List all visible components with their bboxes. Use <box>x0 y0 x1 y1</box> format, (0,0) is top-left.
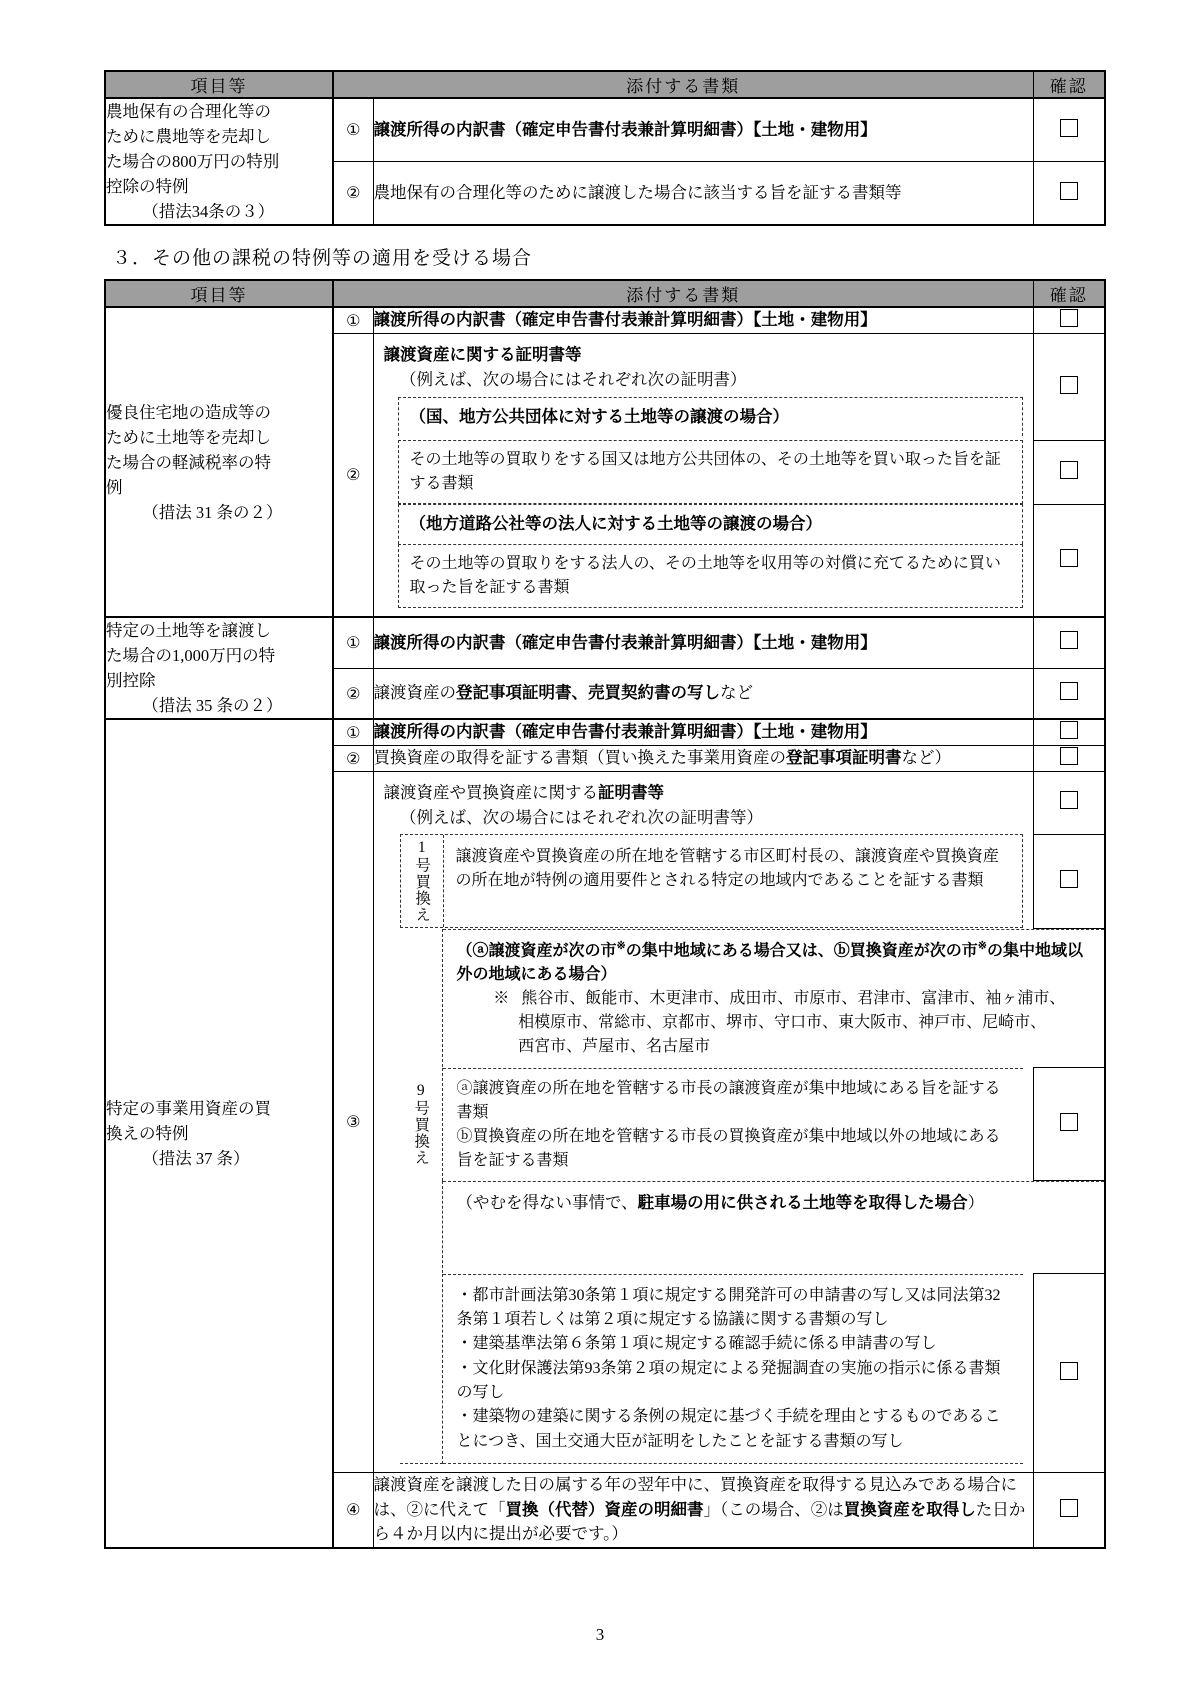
item-title-line1: 農地保有の合理化等の <box>106 102 271 121</box>
nested-bullets <box>443 1274 1023 1464</box>
bullet-item-3: ・文化財保護法第93条第２項の規定による発掘調査の実施の指示に係る書類の写し <box>456 1359 1001 1402</box>
item-title-cell-jigyoyo <box>105 719 333 1548</box>
document-text <box>373 668 1033 719</box>
table-row <box>105 617 1105 668</box>
checkbox[interactable] <box>1060 721 1078 739</box>
checkbox-cell[interactable] <box>1033 834 1105 928</box>
item-title-line3: た場合の800万円の特別 <box>106 152 280 172</box>
lead-sub: （例えば、次の場合にはそれぞれ次の証明書） <box>400 369 747 389</box>
checkbox-cell[interactable] <box>1033 771 1105 834</box>
text-bold: 登記事項証明書 <box>786 748 902 768</box>
nested-9go-row <box>400 1068 1023 1181</box>
document-lead <box>374 334 1033 397</box>
nested-1go-text: 譲渡資産や買換資産の所在地を管轄する市区町村長の、譲渡資産や買換資産の所在地が特例の適用要件とされる特定の地域内であることを証する書類 <box>455 848 999 890</box>
header-item: 項目等 <box>105 71 333 98</box>
row4-line3: た日から４か月以内に提出が必要です。） <box>373 1499 1026 1544</box>
document-lead-cell <box>373 771 1033 834</box>
row-number: ② <box>333 334 373 618</box>
checkbox-cell[interactable] <box>1033 334 1105 441</box>
nested-case-1: （国、地方公共団体に対する土地等の譲渡の場合） <box>398 397 1023 437</box>
vertical-label-1go: 1号買換え <box>413 839 431 924</box>
nested-box-cell <box>373 397 1033 441</box>
checkbox[interactable] <box>1060 182 1078 200</box>
checkbox-cell[interactable] <box>1033 504 1105 617</box>
vertical-label-9go-col <box>400 1274 443 1464</box>
bullet-item-2: ・建築基準法第６条第１項に規定する確認手続に係る申請書の写し <box>456 1335 937 1353</box>
item-title-line1: 特定の事業用資産の買 <box>106 1099 271 1119</box>
table-row <box>105 98 1105 162</box>
table-header-row <box>105 280 1105 307</box>
lead-pre: 譲渡資産や買換資産に関する <box>383 782 598 802</box>
city-note <box>457 987 1093 1059</box>
row4-line1: 譲渡資産を譲渡した日の属する年の翌年中に、買換資産を取得する見込みである場合 <box>373 1474 1001 1494</box>
checkbox[interactable] <box>1060 461 1078 479</box>
header-check: 確認 <box>1033 280 1105 307</box>
item-title-line3: た場合の軽減税率の特 <box>106 452 271 472</box>
nested-9go-docs <box>443 1068 1023 1181</box>
table-row <box>105 719 1105 745</box>
parking-bold: 駐車場の用に供される土地等を取得した場合 <box>637 1193 968 1213</box>
nested-parking-heading <box>443 1181 1105 1273</box>
vertical-label-9go: 9号買換え <box>412 1082 430 1167</box>
nested-9go-row <box>400 929 1105 1067</box>
item-title-line1: 優良住宅地の造成等の <box>106 402 271 422</box>
item-title-line5: （措法 31 条の２） <box>142 502 283 522</box>
bullet-item-4: ・建築物の建築に関する条例の規定に基づく手続を理由とするものであることにつき、国土交通大臣が証明をしたことを証する書類の写し <box>456 1408 1001 1450</box>
row4-bold-2: 買換資産を取得し <box>843 1499 976 1519</box>
case-post: の集中地域以外の地域にある場合） <box>456 942 1083 984</box>
row-number: ② <box>333 746 373 772</box>
document-text: 農地保有の合理化等のために譲渡した場合に該当する旨を証する書類等 <box>373 162 1033 226</box>
item-title-cell-tokutei-tochi <box>105 617 333 719</box>
case-b-mid: の集中地域にある場合又は、ⓑ買換資産が次の市 <box>625 942 978 960</box>
row-number: ② <box>333 162 373 226</box>
bullet-item-1: ・都市計画法第30条第１項に規定する開発許可の申請書の写し又は同法第32条第１項若しくは第２項に規定する協議に関する書類の写し <box>456 1286 1001 1329</box>
nested-1go-box <box>400 834 1023 928</box>
row-number: ① <box>333 307 373 333</box>
document-lead-cell <box>373 334 1033 397</box>
attachment-table-agricultural <box>104 70 1106 226</box>
header-item: 項目等 <box>105 280 333 307</box>
nested-9go-head-cell <box>373 928 1105 1067</box>
row-number: ① <box>333 719 373 745</box>
document-text-4 <box>373 1472 1033 1548</box>
checkbox[interactable] <box>1060 376 1078 394</box>
item-title-line4: （措法 35 条の２） <box>142 696 283 716</box>
nested-1go-row <box>401 835 1022 927</box>
city-list-line2: 相模原市、常総市、京都市、堺市、守口市、東大阪市、神戸市、尼崎市、 <box>518 1014 1047 1032</box>
item-title-line1: 特定の土地等を譲渡し <box>106 621 271 641</box>
nested-1go-cell <box>373 834 1033 928</box>
item-title-line2: ために土地等を売却し <box>106 427 271 447</box>
nested-parking-head-cell <box>373 1181 1105 1274</box>
item-title-cell <box>105 98 333 225</box>
row4-mid: 」（この場合、②は <box>703 1499 844 1519</box>
item-title-line4: 例 <box>106 477 123 497</box>
header-documents: 添付する書類 <box>333 280 1033 307</box>
checkbox[interactable] <box>1060 682 1078 700</box>
vertical-label-9go-col <box>400 1068 443 1181</box>
doc-case-a: ⓐ譲渡資産の所在地を管轄する市長の譲渡資産が集中地域にある旨を証する書類 <box>456 1079 1001 1121</box>
section-heading-3: ３．その他の課税の特例等の適用を受ける場合 <box>112 248 533 270</box>
checkbox[interactable] <box>1060 119 1078 137</box>
header-documents: 添付する書類 <box>333 71 1033 98</box>
header-check: 確認 <box>1033 71 1105 98</box>
nested-9go-row <box>400 1181 1105 1273</box>
document-text: 譲渡所得の内訳書（確定申告書付表兼計算明細書）【土地・建物用】 <box>373 98 1033 162</box>
doc-case-b: ⓑ買換資産の所在地を管轄する市長の買換資産が集中地域以外の地域にある旨を証する書類 <box>456 1127 1001 1169</box>
row-number: ④ <box>333 1472 373 1548</box>
nested-box-cell <box>373 440 1033 504</box>
city-note-mark: ※ <box>493 990 510 1008</box>
row-number: ③ <box>333 771 373 1472</box>
document-text: 譲渡所得の内訳書（確定申告書付表兼計算明細書）【土地・建物用】 <box>373 307 1033 333</box>
table-row <box>105 307 1105 333</box>
checkbox[interactable] <box>1060 1362 1078 1380</box>
city-list-line1: 熊谷市、飯能市、木更津市、成田市、市原市、君津市、富津市、袖ヶ浦市、 <box>521 990 1066 1008</box>
document-lead <box>374 772 1033 835</box>
checkbox-cell[interactable] <box>1033 307 1105 333</box>
checkbox-cell[interactable] <box>1033 162 1105 226</box>
attachment-table-other-special <box>104 279 1106 1549</box>
checkbox-cell[interactable] <box>1033 719 1105 745</box>
nested-box-cell <box>373 504 1033 617</box>
checkbox-cell[interactable] <box>1033 617 1105 668</box>
case-a-pre: （ⓐ譲渡資産が次の市 <box>456 942 617 960</box>
item-title-line3: （措法 37 条） <box>142 1149 250 1169</box>
row4-bold-1: 買換（代替）資産の明細書 <box>505 1499 704 1519</box>
vertical-label-9go-col <box>400 1181 443 1273</box>
nested-bullets-cell <box>373 1274 1033 1473</box>
checkbox[interactable] <box>1060 1499 1078 1517</box>
checkbox[interactable] <box>1060 631 1078 649</box>
checkbox[interactable] <box>1060 870 1078 888</box>
nested-9go-row <box>400 1274 1023 1464</box>
checkbox[interactable] <box>1060 791 1078 809</box>
text-post: など） <box>901 748 951 768</box>
vertical-label-9go-col <box>400 929 443 1067</box>
checkbox-cell[interactable] <box>1033 668 1105 719</box>
lead-bold: 譲渡資産に関する証明書等 <box>383 345 582 365</box>
checkbox-cell[interactable] <box>1033 1068 1105 1181</box>
text-pre: 譲渡資産の <box>373 683 456 703</box>
item-title-cell-yuryo <box>105 307 333 617</box>
nested-doc-2: その土地等の買取りをする法人の、その土地等を収用等の対償に充てるために買い取った旨を証する書類 <box>398 544 1023 608</box>
ref-mark-1: ※ <box>616 939 626 952</box>
checkbox-cell[interactable] <box>1033 98 1105 162</box>
text-post: など <box>720 683 753 703</box>
row-number: ② <box>333 668 373 719</box>
table-header-row <box>105 71 1105 98</box>
item-title-line2: ために農地等を売却し <box>106 127 271 147</box>
nested-9go-heading <box>443 929 1105 1067</box>
checkbox[interactable] <box>1060 309 1078 327</box>
checkbox-cell[interactable] <box>1033 1274 1105 1473</box>
page-number: 3 <box>595 1625 605 1644</box>
parking-pre: （やむを得ない事情で、 <box>456 1193 638 1213</box>
checkbox-cell[interactable] <box>1033 440 1105 504</box>
row-number: ① <box>333 617 373 668</box>
document-text <box>373 746 1033 772</box>
lead-sub: （例えば、次の場合にはそれぞれ次の証明書等） <box>400 807 763 827</box>
lead-bold: 証明書等 <box>598 782 664 802</box>
vertical-label-1go-col <box>401 835 444 927</box>
checkbox-cell[interactable] <box>1033 1472 1105 1548</box>
item-title-line2: た場合の1,000万円の特 <box>106 646 276 666</box>
item-title-line2: 換えの特例 <box>106 1124 189 1144</box>
nested-case-2: （地方道路公社等の法人に対する土地等の譲渡の場合） <box>398 504 1023 544</box>
nested-9go-docs-cell <box>373 1068 1033 1181</box>
row4-pre: には、②に代えて「 <box>373 1474 1017 1519</box>
checkbox[interactable] <box>1060 549 1078 567</box>
item-title-line3: 別控除 <box>106 671 156 691</box>
ref-mark-2: ※ <box>977 939 987 952</box>
checkbox[interactable] <box>1060 747 1078 765</box>
checkbox-cell[interactable] <box>1033 746 1105 772</box>
item-title-line4: 控除の特例 <box>106 177 189 197</box>
checkbox[interactable] <box>1060 1113 1078 1131</box>
document-text: 譲渡所得の内訳書（確定申告書付表兼計算明細書）【土地・建物用】 <box>373 719 1033 745</box>
document-text: 譲渡所得の内訳書（確定申告書付表兼計算明細書）【土地・建物用】 <box>373 617 1033 668</box>
parking-post: ） <box>967 1193 985 1213</box>
city-list-line3: 西宮市、芦屋市、名古屋市 <box>518 1038 711 1056</box>
nested-doc-1: その土地等の買取りをする国又は地方公共団体の、その土地等を買い取った旨を証する書類 <box>398 440 1023 504</box>
text-bold: 登記事項証明書、売買契約書の写し <box>456 683 720 703</box>
text-pre: 買換資産の取得を証する書類（買い換えた事業用資産の <box>373 748 786 768</box>
row-number: ① <box>333 98 373 162</box>
item-title-line5: （措法34条の３） <box>142 202 275 222</box>
